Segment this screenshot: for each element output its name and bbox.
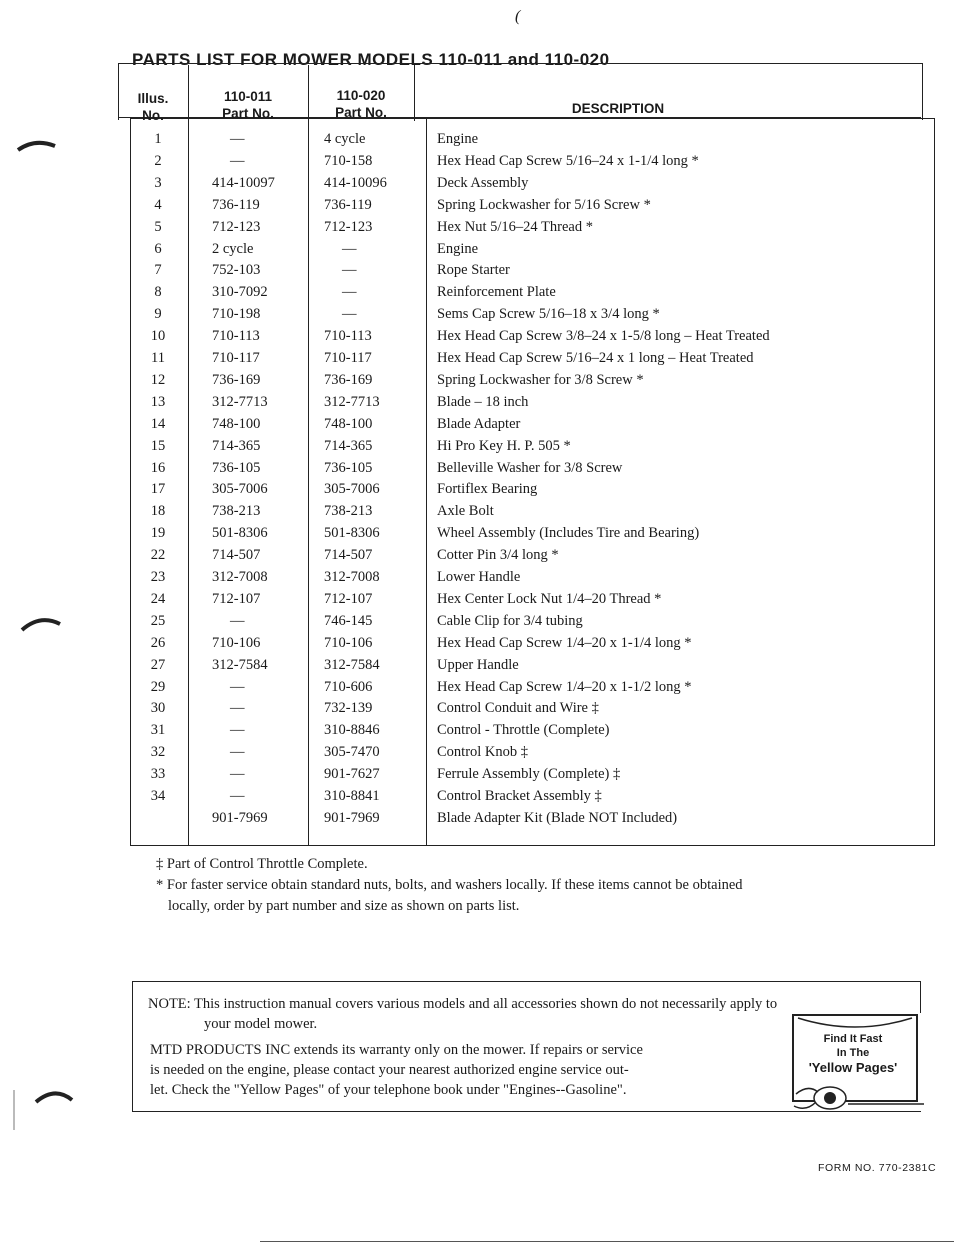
description-cell: Engine xyxy=(437,240,479,257)
description-cell: Control Conduit and Wire ‡ xyxy=(437,700,599,717)
description-cell: Control - Throttle (Complete) xyxy=(437,722,610,739)
part-no-110-011-cell: — xyxy=(230,788,245,804)
illus-no-cell: 9 xyxy=(154,306,162,323)
part-no-110-011-cell: — xyxy=(230,722,245,739)
part-no-110-011-cell: 714-507 xyxy=(212,547,261,564)
part-no-110-020-cell: 736-169 xyxy=(324,371,373,388)
description-cell: Spring Lockwasher for 3/8 Screw * xyxy=(437,371,644,388)
illus-no-cell: 13 xyxy=(150,393,166,410)
part-no-110-020-cell: — xyxy=(342,262,357,279)
part-no-110-020-cell: 710-106 xyxy=(324,634,373,651)
table-row xyxy=(0,153,954,175)
table-row xyxy=(0,175,954,197)
description-cell: Hex Head Cap Screw 5/16–24 x 1 long – Heat Treated xyxy=(437,350,754,366)
illus-no-cell: 6 xyxy=(154,240,162,257)
illus-no-cell: 19 xyxy=(150,525,166,542)
part-no-110-011-cell: 710-117 xyxy=(212,350,260,366)
part-no-110-011-cell: 710-113 xyxy=(212,328,260,345)
part-no-110-020-cell: 4 cycle xyxy=(324,131,366,147)
table-row xyxy=(0,284,954,306)
description-cell: Blade – 18 inch xyxy=(437,393,529,410)
part-no-110-011-cell: 310-7092 xyxy=(212,284,268,301)
header-illus-line1: Illus. xyxy=(137,91,169,106)
part-no-110-020-cell: 748-100 xyxy=(324,415,373,432)
description-cell: Hex Head Cap Screw 5/16–24 x 1-1/4 long * xyxy=(437,152,699,169)
illus-no-cell: 8 xyxy=(154,284,162,301)
illus-no-cell: 26 xyxy=(150,634,166,651)
table-row xyxy=(0,438,954,460)
table-row xyxy=(0,394,954,416)
note-line-3: MTD PRODUCTS INC extends its warranty only on the mower. If repairs or service xyxy=(150,1042,643,1058)
part-no-110-011-cell: — xyxy=(230,766,245,783)
page-title: PARTS LIST FOR MOWER MODELS 110-011 and 110-020 xyxy=(132,50,610,69)
part-no-110-011-cell: 312-7008 xyxy=(212,569,268,585)
table-row xyxy=(0,722,954,744)
part-no-110-020-cell: 738-213 xyxy=(324,503,373,520)
footnote-star-line1: * For faster service obtain standard nuts, bolts, and washers locally. If these items cannot be obtained xyxy=(156,877,743,893)
illus-no-cell: 4 xyxy=(154,196,162,213)
bottom-rule xyxy=(260,1241,954,1242)
part-no-110-011-cell: 714-365 xyxy=(212,437,261,454)
part-no-110-020-cell: 710-606 xyxy=(324,678,373,695)
table-row xyxy=(0,306,954,328)
table-row xyxy=(0,481,954,503)
part-no-110-020-cell: 901-7627 xyxy=(324,766,380,783)
part-no-110-020-cell: 414-10096 xyxy=(324,174,387,191)
note-line-1: NOTE: This instruction manual covers various models and all accessories shown do not necessarily apply to xyxy=(148,996,778,1012)
illus-no-cell: 23 xyxy=(150,569,166,585)
table-row xyxy=(0,460,954,482)
description-cell: Hex Center Lock Nut 1/4–20 Thread * xyxy=(437,590,662,607)
part-no-110-011-cell: 414-10097 xyxy=(212,174,275,191)
part-no-110-011-cell: — xyxy=(230,612,245,629)
description-cell: Sems Cap Screw 5/16–18 x 3/4 long * xyxy=(437,306,660,323)
illus-no-cell: 1 xyxy=(154,131,162,147)
part-no-110-020-cell: 312-7713 xyxy=(324,393,380,410)
part-no-110-011-cell: 312-7584 xyxy=(212,656,268,673)
yp-line-1: Find It Fast xyxy=(823,1033,883,1045)
part-no-110-011-cell: 752-103 xyxy=(212,262,261,279)
description-cell: Axle Bolt xyxy=(437,503,494,520)
part-no-110-011-cell: 748-100 xyxy=(212,415,261,432)
table-row xyxy=(0,569,954,591)
illus-no-cell: 15 xyxy=(150,437,166,454)
description-cell: Spring Lockwasher for 5/16 Screw * xyxy=(437,196,651,213)
table-row xyxy=(0,328,954,350)
table-row xyxy=(0,700,954,722)
illus-no-cell: 2 xyxy=(154,152,162,169)
illus-no-cell: 34 xyxy=(150,788,166,804)
part-no-110-011-cell: 736-119 xyxy=(212,196,260,213)
description-cell: Hex Head Cap Screw 1/4–20 x 1-1/2 long * xyxy=(437,678,692,695)
description-cell: Hi Pro Key H. P. 505 * xyxy=(437,437,571,454)
part-no-110-020-cell: 746-145 xyxy=(324,612,373,629)
part-no-110-011-cell: 312-7713 xyxy=(212,393,268,410)
part-no-110-011-cell: 305-7006 xyxy=(212,481,268,498)
table-row xyxy=(0,219,954,241)
table-row xyxy=(0,525,954,547)
note-line-2: your model mower. xyxy=(204,1016,318,1032)
yp-line-2: In The xyxy=(836,1047,870,1059)
illus-no-cell: 27 xyxy=(150,656,166,673)
part-no-110-011-cell: 712-123 xyxy=(212,218,261,235)
header-illus-line2: No. xyxy=(142,108,164,123)
part-no-110-020-cell: 710-158 xyxy=(324,152,373,169)
part-no-110-011-cell: — xyxy=(230,678,245,695)
part-no-110-011-cell: — xyxy=(230,700,245,717)
description-cell: Wheel Assembly (Includes Tire and Bearing) xyxy=(437,525,700,542)
table-row xyxy=(0,635,954,657)
table-row xyxy=(0,788,954,810)
table-row xyxy=(0,613,954,635)
part-no-110-011-cell: 2 cycle xyxy=(212,240,254,257)
illus-no-cell: 22 xyxy=(150,547,166,564)
description-cell: Cable Clip for 3/4 tubing xyxy=(437,612,583,629)
footnote-star-line2: locally, order by part number and size as shown on parts list. xyxy=(168,898,520,914)
table-row xyxy=(0,657,954,679)
description-cell: Lower Handle xyxy=(437,569,521,585)
top-mark: ( xyxy=(515,8,521,25)
description-cell: Hex Nut 5/16–24 Thread * xyxy=(437,218,593,235)
illus-no-cell: 29 xyxy=(150,678,166,695)
illus-no-cell: 24 xyxy=(150,590,166,607)
part-no-110-020-cell: 501-8306 xyxy=(324,525,380,542)
part-no-110-020-cell: 736-105 xyxy=(324,459,373,476)
illus-no-cell: 30 xyxy=(150,700,166,717)
part-no-110-020-cell: 312-7584 xyxy=(324,656,380,673)
part-no-110-020-cell: 712-123 xyxy=(324,218,373,235)
yp-line-3: 'Yellow Pages' xyxy=(808,1060,898,1075)
table-row xyxy=(0,810,954,832)
description-cell: Hex Head Cap Screw 1/4–20 x 1-1/4 long * xyxy=(437,634,692,651)
part-no-110-020-cell: 736-119 xyxy=(324,196,372,213)
header-m1-line1: 110-011 xyxy=(223,89,273,104)
illus-no-cell: 3 xyxy=(154,174,162,191)
part-no-110-011-cell: — xyxy=(230,152,245,169)
part-no-110-011-cell: 710-106 xyxy=(212,634,261,651)
table-row xyxy=(0,350,954,372)
table-row xyxy=(0,131,954,153)
description-cell: Belleville Washer for 3/8 Screw xyxy=(437,459,623,476)
description-cell: Reinforcement Plate xyxy=(437,284,556,301)
illus-no-cell: 25 xyxy=(150,612,166,629)
part-no-110-020-cell: 714-365 xyxy=(324,437,373,454)
part-no-110-020-cell: 710-113 xyxy=(324,328,372,345)
illus-no-cell: 11 xyxy=(151,350,165,366)
illus-no-cell: 32 xyxy=(150,744,166,761)
table-row xyxy=(0,197,954,219)
header-description: DESCRIPTION xyxy=(571,101,665,116)
description-cell: Engine xyxy=(437,131,479,147)
table-row xyxy=(0,547,954,569)
note-line-4: is needed on the engine, please contact your nearest authorized engine service out- xyxy=(150,1062,629,1078)
header-m1-line2: Part No. xyxy=(222,106,274,121)
table-row xyxy=(0,503,954,525)
table-row xyxy=(0,416,954,438)
description-cell: Blade Adapter Kit (Blade NOT Included) xyxy=(437,809,678,826)
description-cell: Upper Handle xyxy=(437,656,519,673)
description-cell: Rope Starter xyxy=(437,262,510,279)
table-row xyxy=(0,766,954,788)
part-no-110-020-cell: 305-7470 xyxy=(324,744,380,761)
table-row xyxy=(0,591,954,613)
table-row xyxy=(0,241,954,263)
part-no-110-011-cell: 736-169 xyxy=(212,371,261,388)
illus-no-cell: 14 xyxy=(150,415,166,432)
part-no-110-020-cell: 310-8846 xyxy=(324,722,380,739)
description-cell: Cotter Pin 3/4 long * xyxy=(437,547,559,564)
part-no-110-020-cell: — xyxy=(342,284,357,301)
note-box-right-edge xyxy=(920,981,921,1013)
form-number: FORM NO. 770-2381C xyxy=(818,1162,937,1174)
illus-no-cell: 10 xyxy=(150,328,166,345)
illus-no-cell: 16 xyxy=(150,459,166,476)
illus-no-cell: 17 xyxy=(150,481,166,498)
header-m2-line2: Part No. xyxy=(335,105,387,120)
open-book-icon xyxy=(794,1014,916,1034)
part-no-110-020-cell: 710-117 xyxy=(324,350,372,366)
illus-no-cell: 18 xyxy=(150,503,166,520)
description-cell: Fortiflex Bearing xyxy=(437,481,538,498)
illus-no-cell: 12 xyxy=(150,371,166,388)
description-cell: Deck Assembly xyxy=(437,174,529,191)
part-no-110-011-cell: 901-7969 xyxy=(212,809,268,826)
note-line-5: let. Check the "Yellow Pages" of your telephone book under "Engines--Gasoline". xyxy=(150,1082,627,1098)
description-cell: Blade Adapter xyxy=(437,415,521,432)
part-no-110-020-cell: 312-7008 xyxy=(324,569,380,585)
part-no-110-020-cell: 305-7006 xyxy=(324,481,380,498)
table-row xyxy=(0,372,954,394)
telephone-icon xyxy=(788,1080,928,1114)
part-no-110-011-cell: — xyxy=(230,131,245,147)
part-no-110-011-cell: 710-198 xyxy=(212,306,261,323)
part-no-110-011-cell: 501-8306 xyxy=(212,525,268,542)
part-no-110-020-cell: — xyxy=(342,306,357,323)
table-row xyxy=(0,679,954,701)
description-cell: Hex Head Cap Screw 3/8–24 x 1-5/8 long – Heat Treated xyxy=(437,328,770,345)
part-no-110-020-cell: 732-139 xyxy=(324,700,373,717)
part-no-110-011-cell: 738-213 xyxy=(212,503,261,520)
header-m2-line1: 110-020 xyxy=(336,88,386,103)
part-no-110-020-cell: 712-107 xyxy=(324,590,373,607)
table-row xyxy=(0,262,954,284)
part-no-110-011-cell: — xyxy=(230,744,245,761)
part-no-110-020-cell: — xyxy=(342,240,357,257)
illus-no-cell: 5 xyxy=(154,218,162,235)
part-no-110-020-cell: 714-507 xyxy=(324,547,373,564)
description-cell: Ferrule Assembly (Complete) ‡ xyxy=(437,766,621,783)
illus-no-cell: 33 xyxy=(150,766,166,783)
footnote-dagger: ‡ Part of Control Throttle Complete. xyxy=(156,856,368,872)
description-cell: Control Bracket Assembly ‡ xyxy=(437,788,602,804)
table-row xyxy=(0,744,954,766)
part-no-110-011-cell: 712-107 xyxy=(212,590,261,607)
part-no-110-020-cell: 901-7969 xyxy=(324,809,380,826)
illus-no-cell: 7 xyxy=(154,262,162,279)
part-no-110-011-cell: 736-105 xyxy=(212,459,261,476)
part-no-110-020-cell: 310-8841 xyxy=(324,788,380,804)
description-cell: Control Knob ‡ xyxy=(437,744,529,761)
illus-no-cell: 31 xyxy=(150,722,166,739)
